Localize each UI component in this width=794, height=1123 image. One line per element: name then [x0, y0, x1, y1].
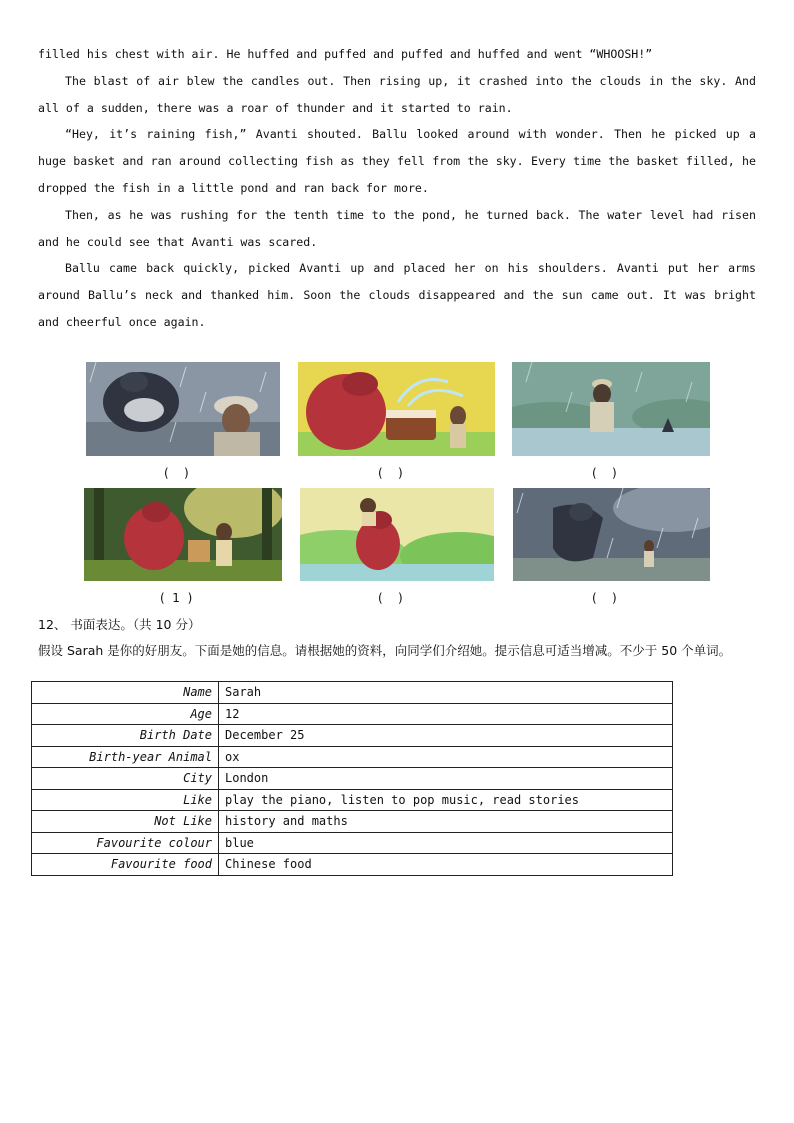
story-paragraph: Ballu came back quickly, picked Avanti up and placed her on his shoulders. Avanti put her arms around Ballu’s neck and thanked him. Soon the clouds disappeared and the sun came out. It was bright and cheerful once again. [38, 261, 756, 329]
story-picture-flood [512, 362, 710, 456]
story-paragraph: Then, as he was rushing for the tenth time to the pond, he turned back. The water level had risen and he could see that Avanti was scared. [38, 207, 756, 249]
answer-blank: ( ) [164, 466, 189, 480]
field-label: Name [32, 682, 219, 704]
story-paragraph: “Hey, it’s raining fish,” Avanti shouted. Ballu looked around with wonder. Then he picked up a huge basket and ran around collecting fish as they fell from the sky. Every time the basket filled, he dropped the fish in a little pond and ran back for more. [38, 127, 756, 195]
answer-blank: ( ) [592, 591, 617, 605]
field-label: Favourite food [32, 854, 219, 876]
answer-blank: ( ) [592, 466, 617, 480]
table-row [32, 811, 673, 833]
field-label: Age [32, 703, 219, 725]
field-label: Favourite colour [32, 832, 219, 854]
question-title: 12、 书面表达。（共 10 分） [38, 617, 201, 632]
table-row [32, 746, 673, 768]
field-label: City [32, 768, 219, 790]
field-value: ox [219, 746, 673, 768]
story-paragraph: filled his chest with air. He huffed and puffed and puffed and huffed and went “WHOOSH!” [38, 47, 653, 61]
story-text [38, 41, 756, 336]
story-picture-candles [298, 362, 495, 456]
field-label: Birth Date [32, 725, 219, 747]
field-value: Chinese food [219, 854, 673, 876]
table-row [32, 682, 673, 704]
field-value: 12 [219, 703, 673, 725]
table-row [32, 854, 673, 876]
question-instruction: 假设 Sarah 是你的好朋友。下面是她的信息。请根据她的资料，向同学们介绍她。提示信息可适当增减。不少于 50 个单词。 [38, 643, 732, 658]
story-paragraph: The blast of air blew the candles out. Then rising up, it crashed into the clouds in the sky. And all of a sudden, there was a roar of thunder and it started to rain. [38, 73, 756, 115]
answer-blank: ( ) [378, 466, 403, 480]
table-row [32, 768, 673, 790]
story-picture-storm-run [513, 488, 710, 581]
story-picture-sunny-shoulders [300, 488, 494, 581]
table-row [32, 703, 673, 725]
answer-blank: ( 1 ) [160, 591, 193, 605]
field-label: Not Like [32, 811, 219, 833]
table-row [32, 789, 673, 811]
field-label: Like [32, 789, 219, 811]
field-value: blue [219, 832, 673, 854]
field-value: history and maths [219, 811, 673, 833]
field-value: Sarah [219, 682, 673, 704]
field-value: December 25 [219, 725, 673, 747]
field-label: Birth-year Animal [32, 746, 219, 768]
story-picture-rain-closeup [86, 362, 280, 456]
table-row [32, 832, 673, 854]
answer-blank: ( ) [378, 591, 403, 605]
profile-table [31, 681, 673, 876]
field-value: London [219, 768, 673, 790]
story-picture-forest-party [84, 488, 282, 581]
table-row [32, 725, 673, 747]
field-value: play the piano, listen to pop music, read stories [219, 789, 673, 811]
